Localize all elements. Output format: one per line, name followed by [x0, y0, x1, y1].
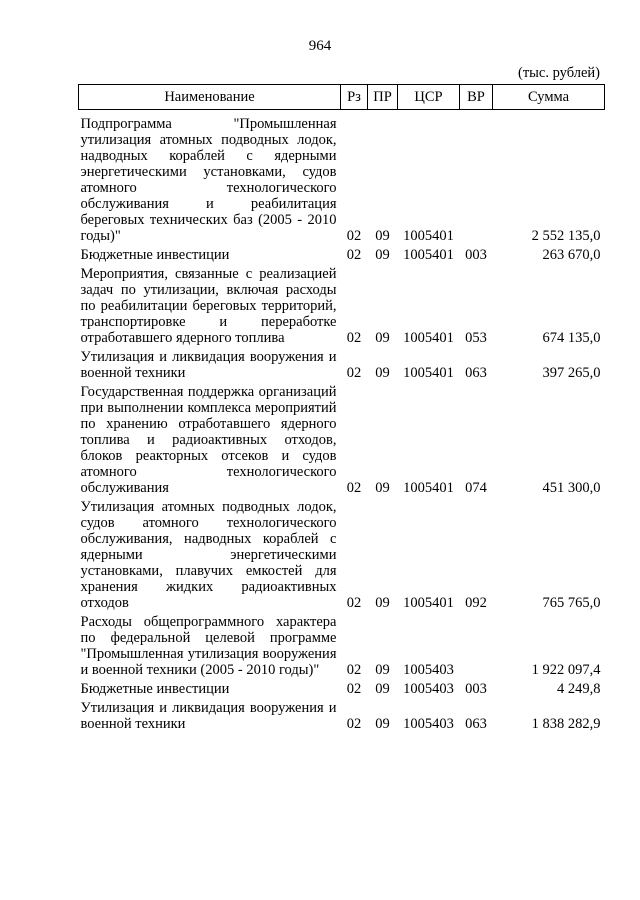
row-csr: 1005403 — [403, 681, 454, 697]
table-row — [79, 611, 605, 678]
row-vr: 063 — [465, 716, 487, 732]
row-rz: 02 — [346, 681, 362, 697]
row-csr: 1005403 — [403, 662, 454, 678]
row-pr: 09 — [375, 681, 390, 697]
header-rz: Рз — [341, 85, 368, 110]
table-header-row — [79, 85, 605, 110]
row-vr: 074 — [465, 480, 487, 496]
page-number: 964 — [308, 38, 332, 54]
table-row — [79, 346, 605, 381]
row-pr: 09 — [375, 662, 390, 678]
row-csr: 1005401 — [403, 480, 454, 496]
row-sum: 451 300,0 — [542, 480, 601, 496]
units-label: (тыс. рублей) — [518, 65, 600, 81]
row-csr: 1005401 — [403, 247, 454, 263]
row-rz: 02 — [346, 662, 362, 678]
row-vr: 003 — [465, 247, 487, 263]
row-csr: 1005401 — [403, 595, 454, 611]
row-vr: 063 — [465, 365, 487, 381]
table-row — [79, 496, 605, 611]
row-pr: 09 — [375, 480, 390, 496]
row-vr: 053 — [465, 330, 487, 346]
budget-table — [78, 84, 605, 732]
header-pr: ПР — [368, 85, 398, 110]
table-row — [79, 381, 605, 496]
row-name: Расходы общепрограммного характера по федеральной целевой программе "Промышленная утилизация вооружения и военной техники (2005 - 2010 годы)" — [80, 614, 337, 678]
row-vr: 003 — [465, 681, 487, 697]
row-sum: 397 265,0 — [542, 365, 601, 381]
row-name: Бюджетные инвестиции — [80, 681, 230, 697]
header-name: Наименование — [79, 85, 341, 110]
table-row — [79, 110, 605, 245]
row-vr — [460, 611, 493, 678]
table-row — [79, 697, 605, 732]
row-name: Государственная поддержка организаций при выполнении комплекса мероприятий по хранению отработавшего ядерного топлива и радиоактивных отходов, блоков реакторных отсеков и судов атомного технологического обслуживания — [80, 384, 337, 496]
row-sum: 1 838 282,9 — [531, 716, 601, 732]
row-sum: 1 922 097,4 — [531, 662, 601, 678]
header-csr: ЦСР — [398, 85, 460, 110]
row-sum: 765 765,0 — [542, 595, 601, 611]
row-pr: 09 — [375, 247, 390, 263]
row-rz: 02 — [346, 480, 362, 496]
row-name: Подпрограмма "Промышленная утилизация атомных подводных лодок, надводных кораблей с ядерными энергетическими установками, судов атомного технологического обслуживания и реабилитация береговых технических баз (2005 - 2010 годы)" — [80, 116, 337, 244]
row-vr: 092 — [465, 595, 487, 611]
row-name: Мероприятия, связанные с реализацией задач по утилизации, включая расходы по реабилитации береговых территорий, транспортировке и переработке отработавшего ядерного топлива — [80, 266, 337, 346]
row-vr — [460, 110, 493, 245]
row-rz: 02 — [346, 716, 362, 732]
row-pr: 09 — [375, 595, 390, 611]
row-sum: 674 135,0 — [542, 330, 601, 346]
row-csr: 1005401 — [403, 365, 454, 381]
row-rz: 02 — [346, 365, 362, 381]
row-csr: 1005401 — [403, 228, 454, 244]
row-name: Утилизация атомных подводных лодок, судов атомного технологического обслуживания, надводных кораблей с ядерными энергетическими установками, плавучих емкостей для хранения жидких радиоактивных отходов — [80, 499, 337, 611]
row-sum: 2 552 135,0 — [531, 228, 601, 244]
row-sum: 263 670,0 — [542, 247, 601, 263]
row-rz: 02 — [346, 330, 362, 346]
row-name: Утилизация и ликвидация вооружения и военной техники — [80, 349, 337, 381]
row-pr: 09 — [375, 330, 390, 346]
table-row — [79, 678, 605, 697]
row-pr: 09 — [375, 716, 390, 732]
row-name: Утилизация и ликвидация вооружения и военной техники — [80, 700, 337, 732]
row-rz: 02 — [346, 228, 362, 244]
row-name: Бюджетные инвестиции — [80, 247, 230, 263]
header-sum: Сумма — [493, 85, 605, 110]
row-sum: 4 249,8 — [557, 681, 601, 697]
row-rz: 02 — [346, 247, 362, 263]
row-pr: 09 — [375, 228, 390, 244]
row-pr: 09 — [375, 365, 390, 381]
header-vr: ВР — [460, 85, 493, 110]
table-row — [79, 263, 605, 346]
table-row — [79, 244, 605, 263]
row-csr: 1005403 — [403, 716, 454, 732]
row-csr: 1005401 — [403, 330, 454, 346]
row-rz: 02 — [346, 595, 362, 611]
